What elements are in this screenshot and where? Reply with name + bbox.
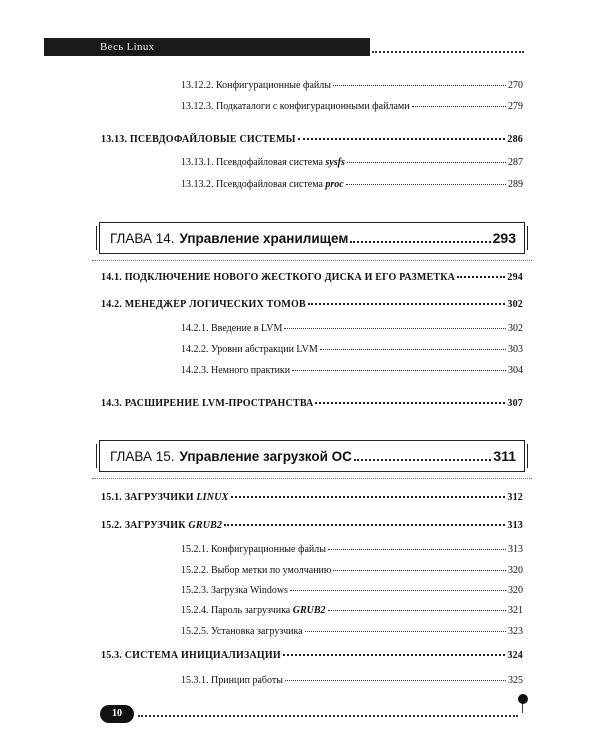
chapter-14-heading[interactable] — [99, 222, 525, 254]
toc-section[interactable] — [101, 272, 523, 284]
chapter-page: 293 — [492, 230, 516, 246]
toc-entry[interactable] — [181, 585, 523, 597]
dot-leader — [328, 610, 506, 611]
toc-section[interactable] — [101, 134, 523, 146]
toc-section-label: 14.3. РАСШИРЕНИЕ LVM-ПРОСТРАНСТВА — [101, 398, 314, 409]
toc-section[interactable] — [101, 398, 523, 410]
dot-leader — [308, 303, 506, 305]
dot-leader — [283, 654, 506, 656]
page-number-badge: 10 — [100, 705, 134, 723]
toc-entry-label: 14.2.2. Уровни абстракции LVM — [181, 344, 318, 355]
footer-ornament-dot — [518, 694, 528, 704]
toc-section-label: 14.2. МЕНЕДЖЕР ЛОГИЧЕСКИХ ТОМОВ — [101, 299, 306, 310]
toc-section-page: 312 — [507, 492, 523, 503]
toc-section-page: 324 — [507, 650, 523, 661]
chapter-number: ГЛАВА 14. — [110, 230, 175, 246]
header-dotted-rule — [372, 51, 524, 53]
toc-section[interactable] — [101, 299, 523, 311]
footer-ornament-stem — [522, 703, 523, 713]
dot-leader — [224, 524, 505, 526]
toc-entry-page: 279 — [508, 101, 523, 112]
toc-section-label: 15.2. ЗАГРУЗЧИК GRUB2 — [101, 520, 223, 531]
dot-leader — [315, 402, 505, 404]
dot-leader — [284, 328, 506, 329]
chapter-number: ГЛАВА 15. — [110, 448, 175, 464]
toc-entry-page: 304 — [508, 365, 523, 376]
chapter-page: 311 — [493, 448, 516, 464]
dot-leader — [333, 85, 506, 86]
toc-entry-page: 320 — [508, 585, 523, 596]
toc-entry[interactable] — [181, 179, 523, 191]
toc-section[interactable] — [101, 650, 523, 662]
dot-leader — [354, 459, 491, 461]
toc-section-page: 286 — [507, 134, 523, 145]
toc-section-label: 14.1. ПОДКЛЮЧЕНИЕ НОВОГО ЖЕСТКОГО ДИСКА И ЕГО РАЗМЕТКА — [101, 272, 456, 283]
toc-entry[interactable] — [181, 544, 523, 556]
toc-entry[interactable] — [181, 157, 523, 169]
toc-entry-page: 321 — [508, 605, 523, 616]
dot-leader — [350, 241, 490, 243]
dot-leader — [305, 631, 506, 632]
toc-entry-label: 15.2.3. Загрузка Windows — [181, 585, 288, 596]
toc-entry[interactable] — [181, 80, 523, 92]
toc-entry[interactable] — [181, 675, 523, 687]
toc-section-page: 294 — [507, 272, 523, 283]
dot-leader — [285, 680, 506, 681]
dot-leader — [457, 276, 505, 278]
dot-leader — [290, 590, 506, 591]
toc-entry-page: 270 — [508, 80, 523, 91]
dot-leader — [320, 349, 506, 350]
toc-entry-page: 313 — [508, 544, 523, 555]
toc-entry[interactable] — [181, 101, 523, 113]
toc-entry[interactable] — [181, 344, 523, 356]
toc-entry-label: 14.2.1. Введение в LVM — [181, 323, 283, 334]
toc-entry[interactable] — [181, 323, 523, 335]
toc-entry-label: 14.2.3. Немного практики — [181, 365, 291, 376]
toc-entry-label: 15.2.5. Установка загрузчика — [181, 626, 303, 637]
toc-entry[interactable] — [181, 565, 523, 577]
chapter-15-heading[interactable] — [99, 440, 525, 472]
toc-entry-page: 325 — [508, 675, 523, 686]
toc-section[interactable] — [101, 492, 523, 504]
toc-section-label: 15.3. СИСТЕМА ИНИЦИАЛИЗАЦИИ — [101, 650, 281, 661]
dot-leader — [347, 162, 506, 163]
footer-dotted-rule — [138, 715, 518, 717]
toc-entry-label: 15.2.1. Конфигурационные файлы — [181, 544, 326, 555]
toc-entry-label: 15.2.2. Выбор метки по умолчанию — [181, 565, 332, 576]
toc-entry-label: 15.3.1. Принцип работы — [181, 675, 283, 686]
dot-leader — [292, 370, 506, 371]
toc-entry-page: 302 — [508, 323, 523, 334]
dot-leader — [412, 106, 506, 107]
chapter-title: Управление загрузкой ОС — [179, 448, 352, 464]
toc-section-page: 313 — [507, 520, 523, 531]
toc-entry[interactable] — [181, 365, 523, 377]
toc-section[interactable] — [101, 520, 523, 532]
toc-section-page: 302 — [507, 299, 523, 310]
dot-leader — [346, 184, 506, 185]
toc-entry-label: 15.2.4. Пароль загрузчика GRUB2 — [181, 605, 326, 616]
toc-section-page: 307 — [507, 398, 523, 409]
toc-entry-page: 287 — [508, 157, 523, 168]
dot-leader — [298, 138, 506, 140]
dot-leader — [328, 549, 506, 550]
dot-leader — [333, 570, 506, 571]
toc-entry-label: 13.12.3. Подкаталоги с конфигурационными файлами — [181, 101, 410, 112]
toc-entry-page: 323 — [508, 626, 523, 637]
running-header: Весь Linux — [44, 38, 370, 56]
toc-entry-page: 289 — [508, 179, 523, 190]
toc-entry-page: 320 — [508, 565, 523, 576]
toc-entry-label: 13.12.2. Конфигурационные файлы — [181, 80, 331, 91]
toc-entry[interactable] — [181, 605, 523, 617]
toc-entry-label: 13.13.1. Псевдофайловая система sysfs — [181, 157, 345, 168]
chapter-title: Управление хранилищем — [179, 230, 349, 246]
scan-dot-line — [92, 260, 532, 261]
toc-entry[interactable] — [181, 626, 523, 638]
dot-leader — [231, 496, 506, 498]
toc-section-label: 15.1. ЗАГРУЗЧИКИ LINUX — [101, 492, 229, 503]
toc-section-label: 13.13. ПСЕВДОФАЙЛОВЫЕ СИСТЕМЫ — [101, 134, 296, 145]
toc-entry-label: 13.13.2. Псевдофайловая система proc — [181, 179, 344, 190]
scan-dot-line — [92, 478, 532, 479]
toc-entry-page: 303 — [508, 344, 523, 355]
